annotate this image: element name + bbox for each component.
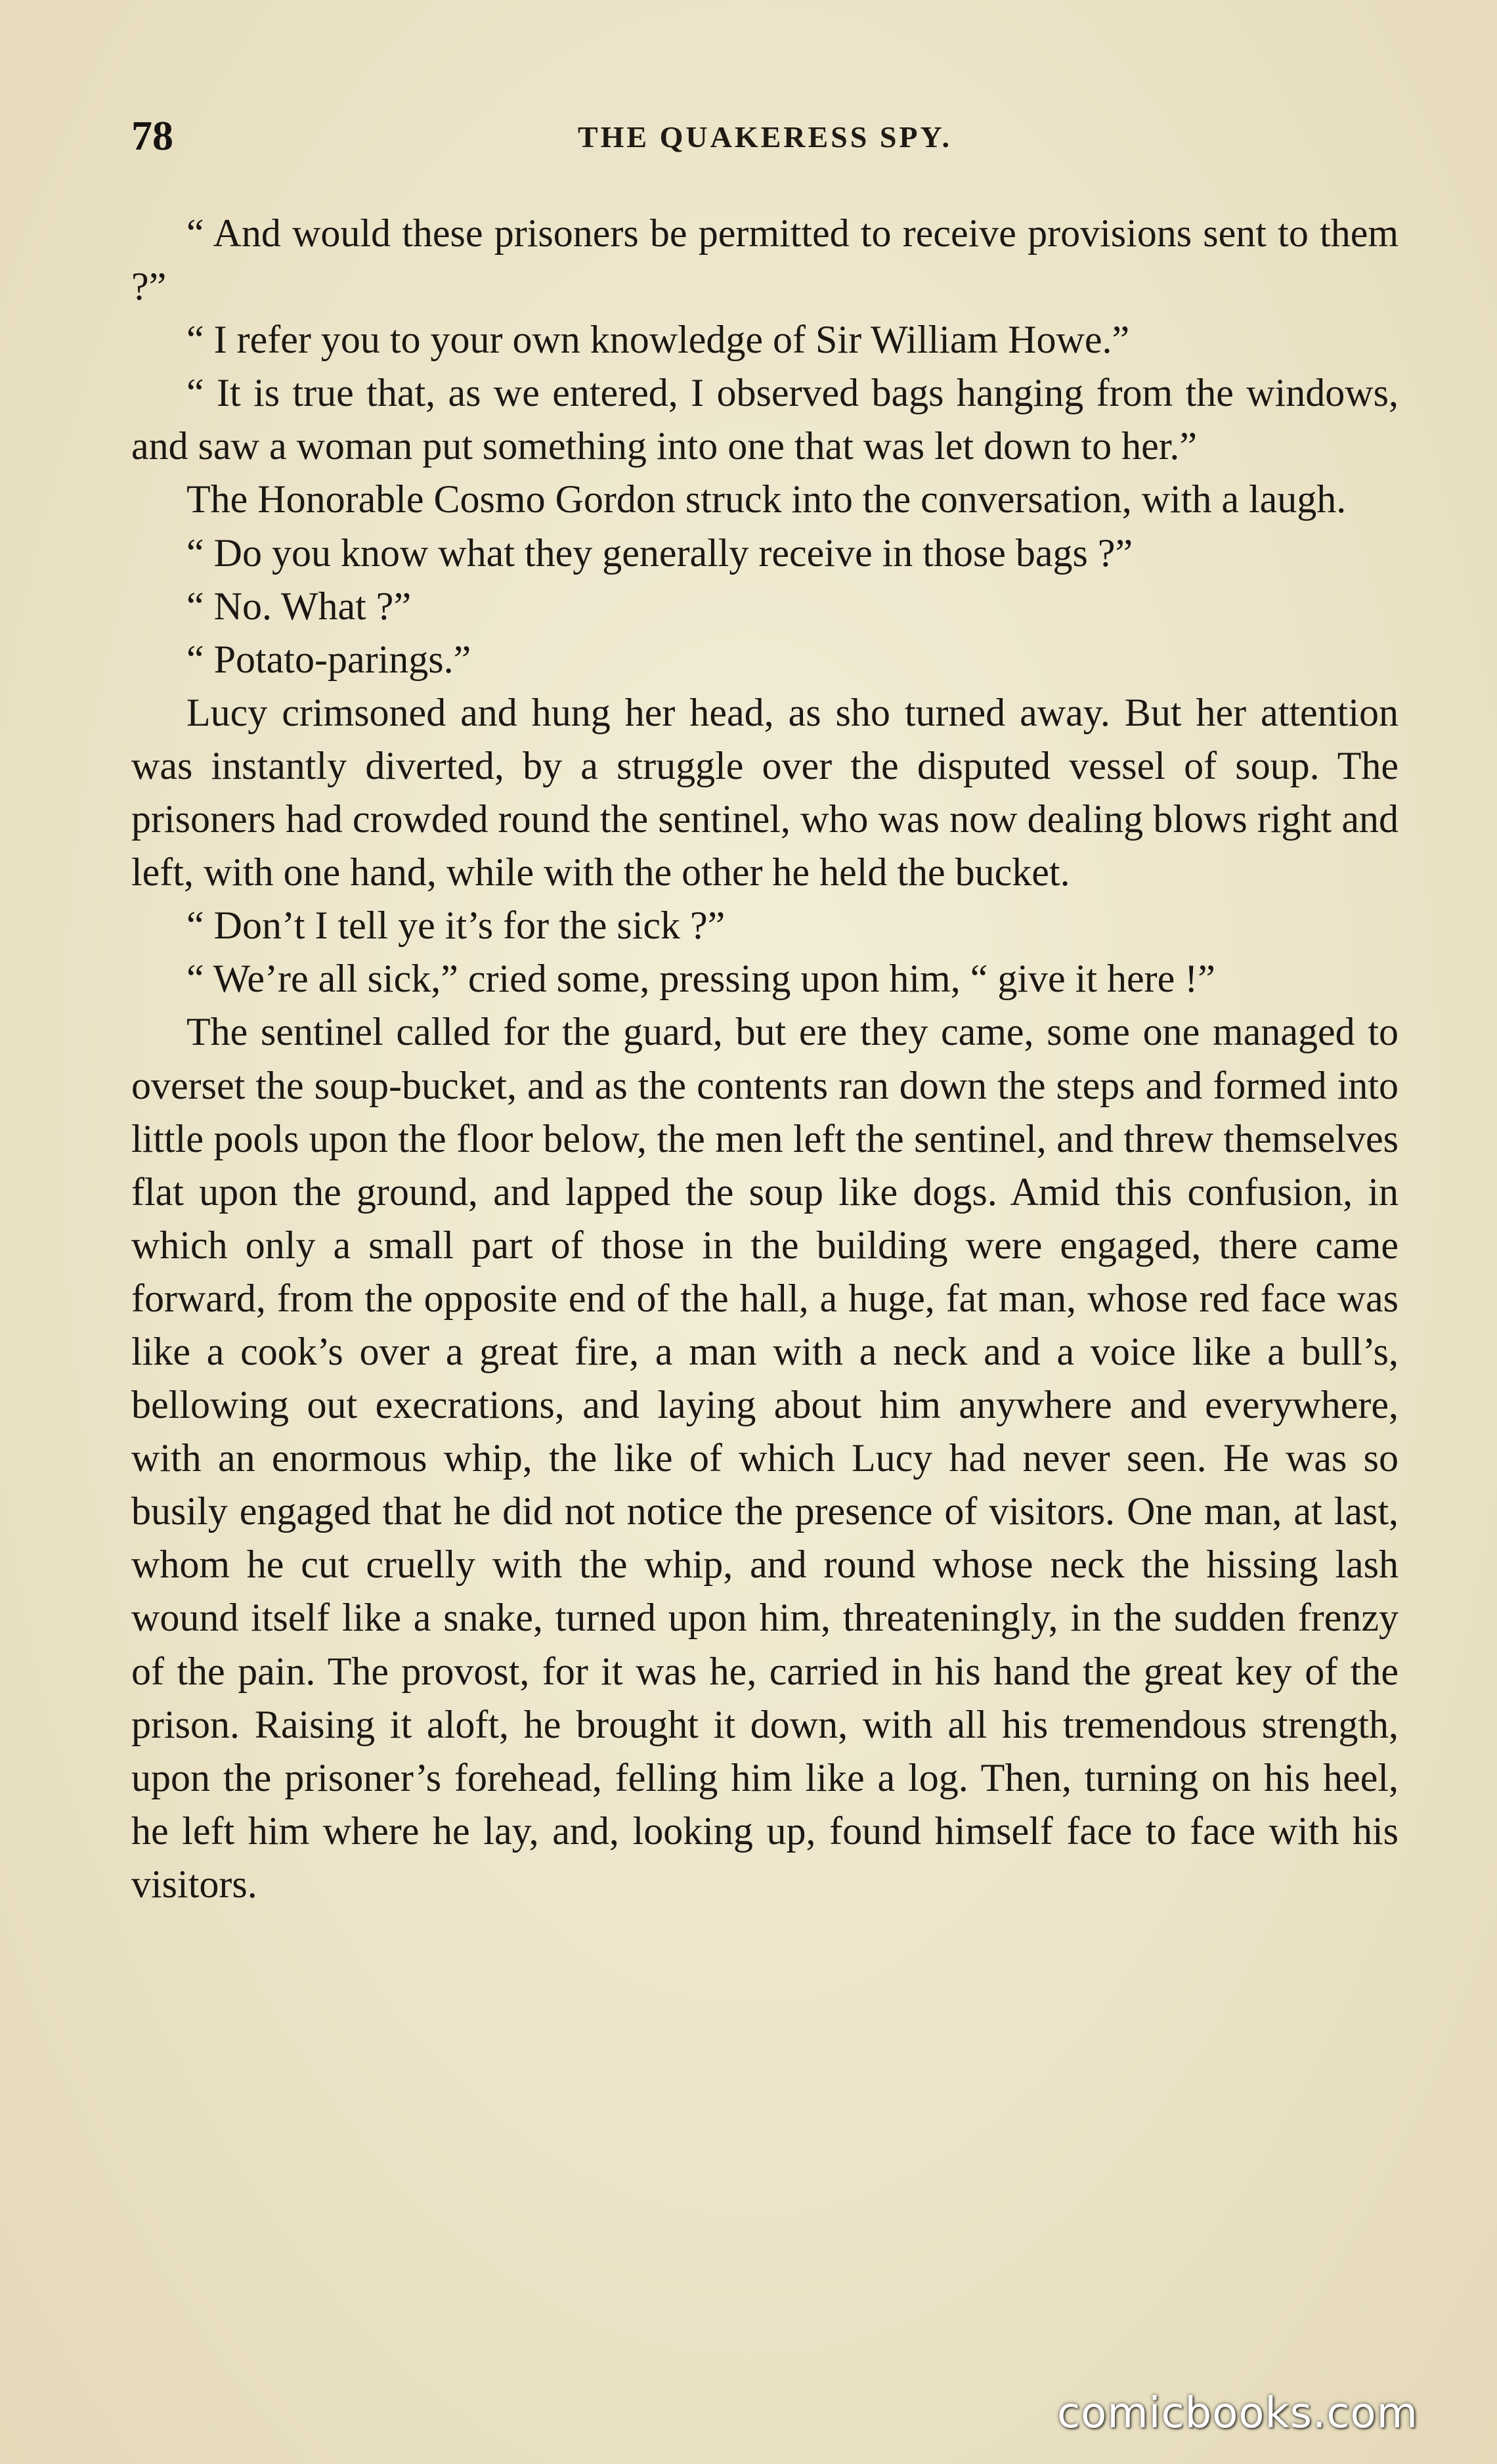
paragraph: Lucy crimsoned and hung her head, as sho turned away. But her attention was instantly diverted, by a struggle over the disputed vessel of soup. The prisoners had crowded round the sentinel, who was now dealing blows right and left, with one hand, while with the other he held the bucket. — [131, 690, 1399, 894]
paragraph: “ Don’t I tell ye it’s for the sick ?” — [186, 904, 726, 948]
paragraph: “ I refer you to your own knowledge of Sir William Howe.” — [186, 318, 1130, 362]
paragraph: “ Potato-parings.” — [186, 637, 471, 681]
paragraph: “ No. What ?” — [186, 584, 412, 628]
paragraph: “ It is true that, as we entered, I observed bags hanging from the windows, and saw a woman put something into one that was let down to her.” — [131, 371, 1399, 468]
paragraph: “ We’re all sick,” cried some, pressing upon him, “ give it here !” — [186, 957, 1215, 1001]
page-header — [131, 112, 1399, 171]
body-text — [131, 207, 1399, 1911]
paragraph: The sentinel called for the guard, but ere they came, some one managed to overset the soup-bucket, and as the contents ran down the steps and formed into little pools upon the floor below, the men left the sentinel, and threw themselves flat upon the ground, and lapped the soup like dogs. Amid this confusion, in which only a small part of those in the building were engaged, there came forward, from the opposite end of the hall, a huge, fat man, whose red face was like a cook’s over a great fire, a man with a neck and a voice like a bull’s, bellowing out execrations, and laying about him anywhere and everywhere, with an enormous whip, the like of which Lucy had never seen. He was so busily engaged that he did not notice the presence of visitors. One man, at last, whom he cut cruelly with the whip, and round whose neck the hissing lash wound itself like a snake, turned upon him, threateningly, in the sudden frenzy of the pain. The provost, for it was he, carried in his hand the great key of the prison. Raising it aloft, he brought it down, with all his tremendous strength, upon the prisoner’s forehead, felling him like a log. Then, turning on his heel, he left him where he lay, and, looking up, found himself face to face with his visitors. — [131, 1010, 1399, 1906]
paragraph: The Honorable Cosmo Gordon struck into the conversation, with a laugh. — [186, 477, 1347, 521]
paragraph: “ And would these prisoners be permitted to receive provisions sent to them ?” — [131, 211, 1399, 309]
page-number: 78 — [131, 112, 173, 159]
paragraph: “ Do you know what they generally receive in those bags ?” — [186, 531, 1133, 575]
running-title: THE QUAKERESS SPY. — [577, 120, 953, 154]
watermark: comicbooks.com — [1056, 2389, 1418, 2438]
